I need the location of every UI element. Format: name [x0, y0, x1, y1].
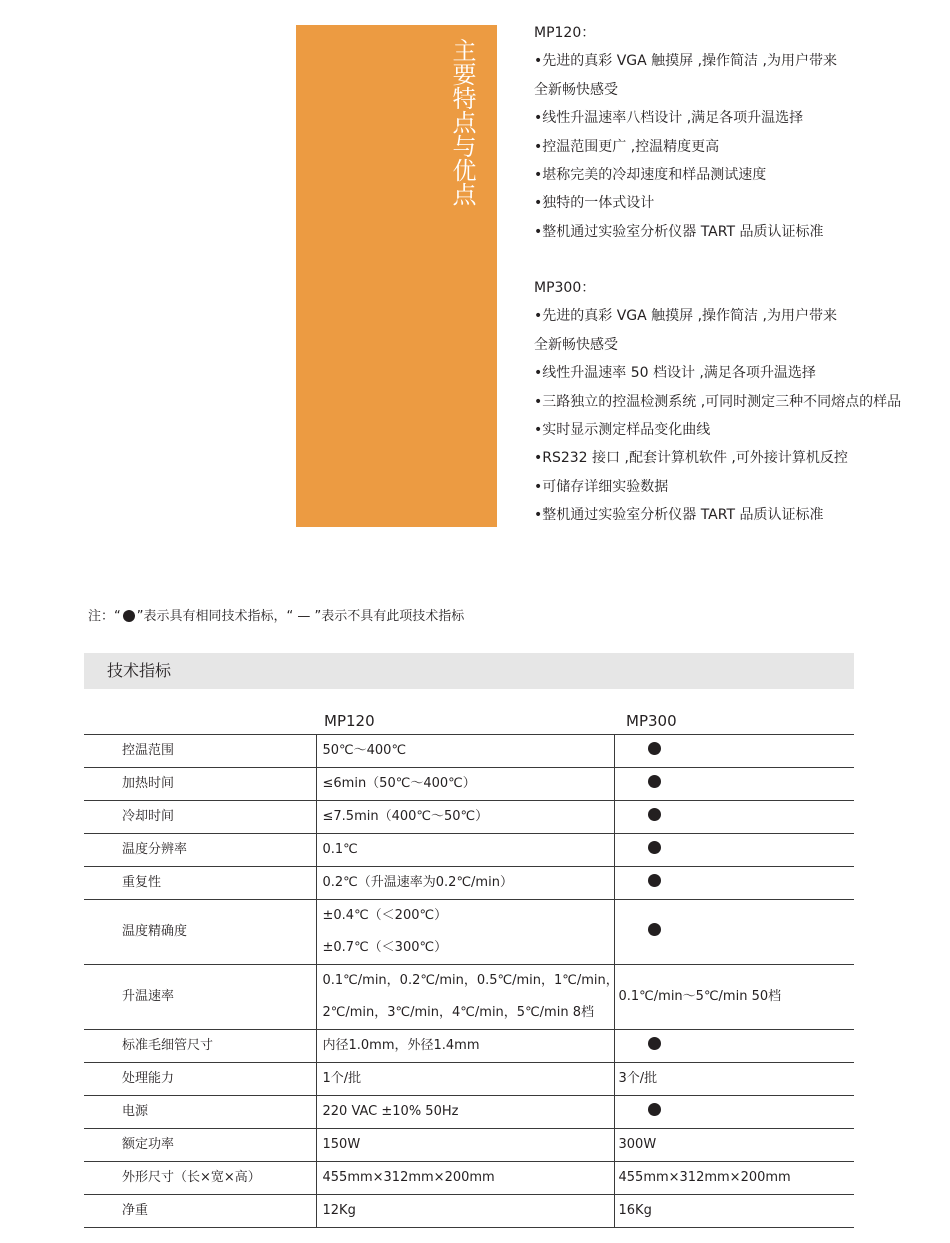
spec-value-line: ±0.4℃（＜200℃） — [322, 908, 448, 923]
spec-value-mp300 — [614, 801, 854, 834]
legend-note — [88, 607, 464, 627]
spec-param-label: 净重 — [122, 1203, 149, 1218]
spec-value-mp120 — [316, 1030, 614, 1063]
spec-value-line: ≤7.5min（400℃～50℃） — [322, 809, 489, 824]
mp300-feature-line: 全新畅快感受 — [534, 336, 618, 353]
table-row — [84, 1162, 854, 1195]
mp120-feature-list — [534, 19, 837, 246]
column-header-mp300: MP300 — [626, 712, 677, 730]
same-spec-dot-icon — [648, 742, 661, 755]
spec-value-mp300 — [614, 1162, 854, 1195]
table-row — [84, 768, 854, 801]
mp300-feature-line: •实时显示测定样品变化曲线 — [534, 421, 711, 438]
spec-value-line: ≤6min（50℃～400℃） — [322, 776, 476, 791]
note-text: ”表示具有相同技术指标，“ — ”表示不具有此项技术指标 — [136, 609, 465, 624]
same-spec-dot-icon — [648, 841, 661, 854]
spec-value-text: 300W — [618, 1137, 657, 1152]
spec-value-mp300 — [614, 768, 854, 801]
spec-value-mp300 — [614, 1195, 854, 1228]
mp300-feature-list — [534, 274, 901, 530]
spec-value-mp300 — [614, 900, 854, 965]
table-row — [84, 900, 854, 965]
table-row — [84, 1195, 854, 1228]
specs-title: 技术指标 — [107, 661, 172, 680]
spec-value-line: 0.1℃ — [322, 842, 358, 857]
spec-param-label: 温度分辨率 — [122, 842, 188, 857]
mp120-feature-line: 全新畅快感受 — [534, 81, 618, 98]
feature-title: 主要特点与优点 — [448, 38, 476, 206]
mp120-feature-line: •先进的真彩 VGA 触摸屏 ,操作简洁 ,为用户带来 — [534, 53, 837, 70]
spec-param-label: 额定功率 — [122, 1137, 175, 1152]
table-row — [84, 1030, 854, 1063]
spec-param-label: 处理能力 — [122, 1071, 175, 1086]
spec-value-mp120 — [316, 1096, 614, 1129]
spec-value-mp300 — [614, 867, 854, 900]
table-row — [84, 1129, 854, 1162]
spec-value-line: 2℃/min，3℃/min，4℃/min，5℃/min 8档 — [322, 1005, 594, 1020]
mp120-feature-line: •整机通过实验室分析仪器 TART 品质认证标准 — [534, 223, 824, 240]
spec-value-mp120 — [316, 900, 614, 965]
column-header-mp120: MP120 — [324, 712, 375, 730]
table-row — [84, 1063, 854, 1096]
spec-value-mp120 — [316, 735, 614, 768]
mp300-feature-line: •可储存详细实验数据 — [534, 478, 669, 495]
spec-value-text: 3个/批 — [618, 1071, 658, 1086]
table-row — [84, 801, 854, 834]
spec-param-label: 加热时间 — [122, 776, 175, 791]
spec-value-mp300 — [614, 735, 854, 768]
note-prefix: 注：“ — [88, 609, 121, 624]
mp120-feature-line: •堪称完美的冷却速度和样品测试速度 — [534, 166, 767, 183]
specs-table — [84, 734, 854, 1228]
mp120-model-label: MP120： — [534, 25, 596, 41]
filled-circle-icon — [123, 610, 135, 622]
spec-value-line: 50℃～400℃ — [322, 743, 407, 758]
spec-value-mp120 — [316, 1162, 614, 1195]
spec-value-mp300 — [614, 834, 854, 867]
same-spec-dot-icon — [648, 808, 661, 821]
spec-value-mp120 — [316, 867, 614, 900]
spec-param-label: 温度精确度 — [122, 924, 188, 939]
table-row — [84, 1096, 854, 1129]
spec-value-mp120 — [316, 834, 614, 867]
same-spec-dot-icon — [648, 923, 661, 936]
mp300-feature-line: •三路独立的控温检测系统 ,可同时测定三种不同熔点的样品 — [534, 393, 902, 410]
mp300-feature-line: •线性升温速率 50 档设计 ,满足各项升温选择 — [534, 365, 816, 382]
spec-value-line: 12Kg — [322, 1203, 356, 1218]
spec-param-label: 电源 — [122, 1104, 149, 1119]
spec-value-line: 150W — [322, 1137, 361, 1152]
spec-param-label: 标准毛细管尺寸 — [122, 1038, 214, 1053]
spec-value-line: 220 VAC ±10% 50Hz — [322, 1104, 459, 1119]
mp300-model-label: MP300： — [534, 280, 596, 296]
spec-param-label: 外形尺寸（长×宽×高） — [122, 1170, 261, 1185]
spec-value-mp120 — [316, 1195, 614, 1228]
spec-value-text: 455mm×312mm×200mm — [618, 1170, 791, 1185]
same-spec-dot-icon — [648, 874, 661, 887]
spec-value-line: 内径1.0mm，外径1.4mm — [322, 1038, 480, 1053]
spec-value-line: 0.2℃（升温速率为0.2℃/min） — [322, 875, 513, 890]
spec-value-line: 1个/批 — [322, 1071, 362, 1086]
spec-param-label: 重复性 — [122, 875, 162, 890]
mp120-feature-line: •线性升温速率八档设计 ,满足各项升温选择 — [534, 110, 804, 127]
spec-value-mp300 — [614, 965, 854, 1030]
table-row — [84, 834, 854, 867]
specs-header-bar — [84, 653, 854, 689]
spec-value-mp300 — [614, 1030, 854, 1063]
same-spec-dot-icon — [648, 775, 661, 788]
spec-value-text: 16Kg — [618, 1203, 652, 1218]
spec-value-mp120 — [316, 801, 614, 834]
table-row — [84, 965, 854, 1030]
spec-value-line: 455mm×312mm×200mm — [322, 1170, 495, 1185]
same-spec-dot-icon — [648, 1037, 661, 1050]
spec-value-mp300 — [614, 1063, 854, 1096]
mp300-feature-line: •先进的真彩 VGA 触摸屏 ,操作简洁 ,为用户带来 — [534, 308, 837, 325]
table-row — [84, 735, 854, 768]
mp300-feature-line: •RS232 接口 ,配套计算机软件 ,可外接计算机反控 — [534, 450, 848, 467]
same-spec-dot-icon — [648, 1103, 661, 1116]
spec-value-mp120 — [316, 965, 619, 1030]
specs-table-body — [84, 735, 854, 1228]
spec-value-mp120 — [316, 1129, 614, 1162]
spec-param-label: 升温速率 — [122, 989, 175, 1004]
spec-value-mp120 — [316, 1063, 614, 1096]
spec-value-mp300 — [614, 1096, 854, 1129]
spec-value-text: 0.1℃/min～5℃/min 50档 — [618, 989, 782, 1004]
spec-value-mp300 — [614, 1129, 854, 1162]
mp300-feature-line: •整机通过实验室分析仪器 TART 品质认证标准 — [534, 507, 824, 524]
spec-value-line: 0.1℃/min，0.2℃/min，0.5℃/min，1℃/min， — [322, 973, 619, 988]
spec-param-label: 冷却时间 — [122, 809, 175, 824]
mp120-feature-line: •独特的一体式设计 — [534, 195, 655, 212]
spec-value-line: ±0.7℃（＜300℃） — [322, 940, 448, 955]
mp120-feature-line: •控温范围更广 ,控温精度更高 — [534, 138, 720, 155]
spec-param-label: 控温范围 — [122, 743, 175, 758]
table-row — [84, 867, 854, 900]
spec-value-mp120 — [316, 768, 614, 801]
